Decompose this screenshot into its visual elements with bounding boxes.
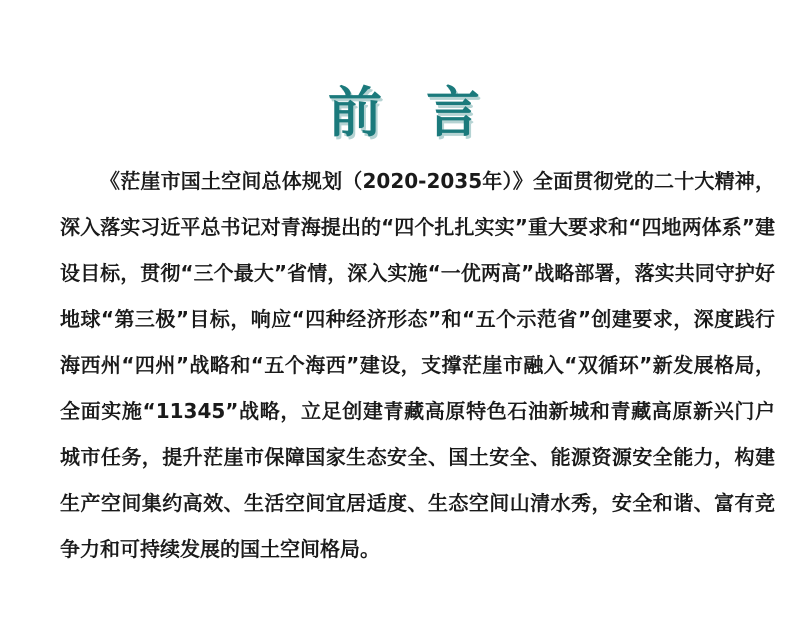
page-title: 前言: [328, 80, 524, 145]
preface-paragraph: 《茫崖市国土空间总体规划（2020-2035年）》全面贯彻党的二十大精神，深入落实习近平总书记对青海提出的“四个扎扎实实”重大要求和“四地两体系”建设目标，贯彻“三个最大”省情，深入实施“一优两高”战略部署，落实共同守护好地球“第三极”目标，响应“四种经济形态”和“五个示范省”创建要求，深度践行海西州“四州”战略和“五个海西”建设，支撑茫崖市融入“双循环”新发展格局，全面实施“11345”战略，立足创建青藏高原特色石油新城和青藏高原新兴门户城市任务，提升茫崖市保障国家生态安全、国土安全、能源资源安全能力，构建生产空间集约高效、生活空间宜居适度、生态空间山清水秀，安全和谐、富有竞争力和可持续发展的国土空间格局。: [60, 169, 775, 561]
